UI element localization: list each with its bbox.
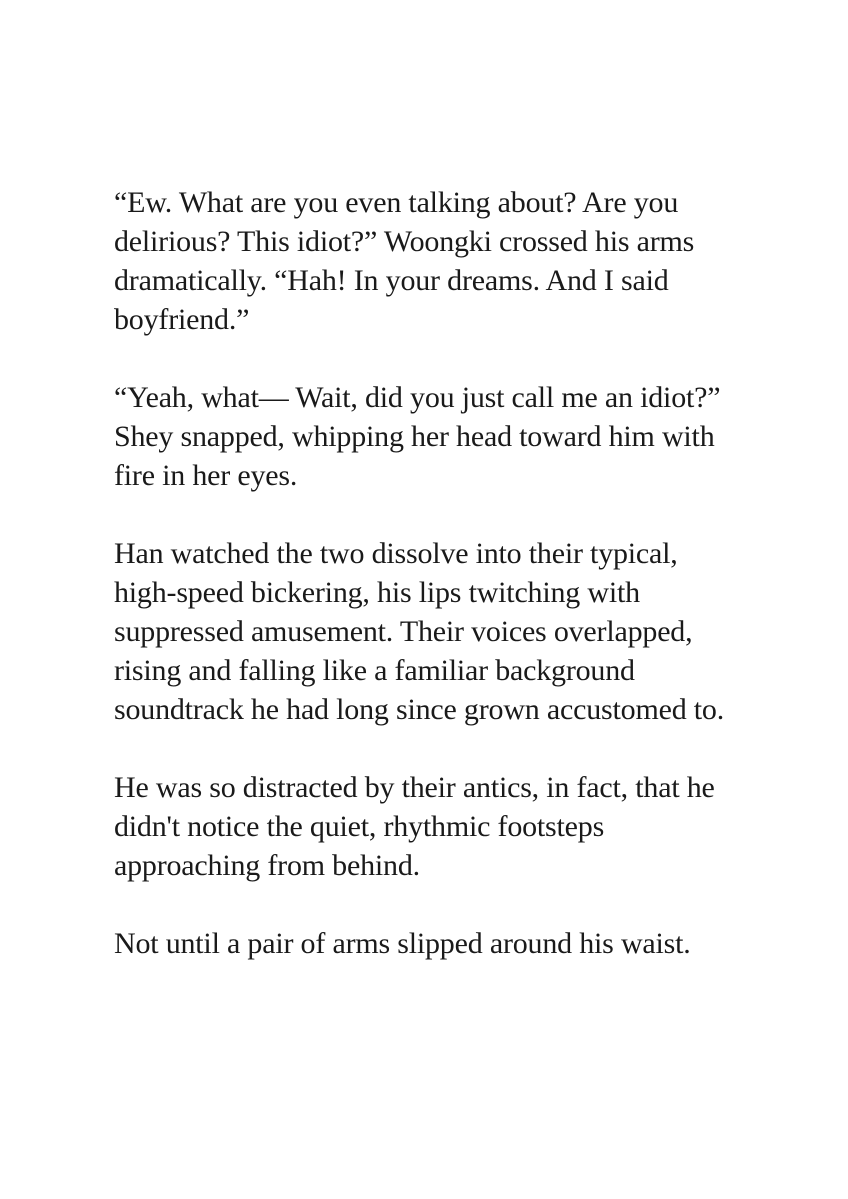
text-line: “Yeah, what— Wait, did you just call me an idiot?” [114,381,721,414]
text-line: suppressed amusement. Their voices overlapped, [114,615,693,648]
paragraph-2 [114,378,774,495]
text-line: “Ew. What are you even talking about? Are you [114,186,679,219]
text-line: delirious? This idiot?” Woongki crossed his arms [114,225,695,258]
text-line: Han watched the two dissolve into their typical, [114,537,678,570]
text-line: Not until a pair of arms slipped around his waist. [114,927,691,960]
text-line: rising and falling like a familiar background [114,654,635,687]
text-line: high-speed bickering, his lips twitching with [114,576,640,609]
paragraph-5 [114,924,774,963]
paragraph-4 [114,768,774,885]
text-line: He was so distracted by their antics, in fact, that he [114,771,715,804]
text-line: didn't notice the quiet, rhythmic footsteps [114,810,605,843]
paragraph-3 [114,534,774,729]
text-line: Shey snapped, whipping her head toward him with [114,420,715,453]
text-line: dramatically. “Hah! In your dreams. And I said [114,264,669,297]
text-line: approaching from behind. [114,849,420,882]
text-line: soundtrack he had long since grown accustomed to. [114,693,725,726]
text-line: fire in her eyes. [114,459,298,492]
story-text [114,183,774,1002]
text-line: boyfriend.” [114,303,250,336]
paragraph-1 [114,183,774,339]
